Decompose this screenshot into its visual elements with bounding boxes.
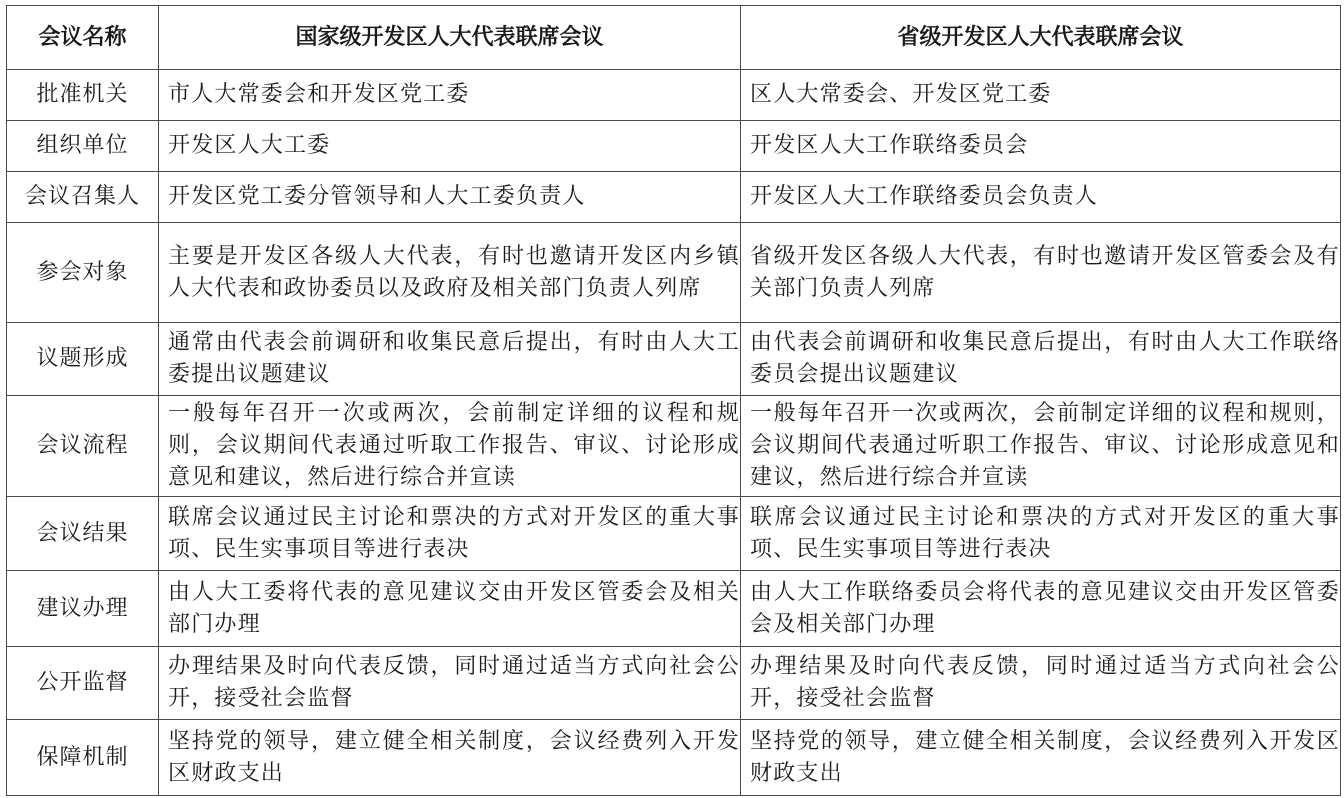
row-label: 建议办理 (7, 571, 159, 647)
header-provincial-meeting: 省级开发区人大代表联席会议 (741, 6, 1341, 70)
row-label: 组织单位 (7, 121, 159, 172)
table-row (7, 571, 1341, 647)
row-label: 议题形成 (7, 323, 159, 396)
provincial-cell: 省级开发区各级人大代表，有时也邀请开发区管委会及有关部门负责人列席 (741, 223, 1341, 323)
header-meeting-name: 会议名称 (7, 6, 159, 70)
provincial-cell: 一般每年召开一次或两次，会前制定详细的议程和规则，会议期间代表通过听职工作报告、审议、讨论形成意见和建议，然后进行综合并宣读 (741, 396, 1341, 497)
row-label: 公开监督 (7, 647, 159, 720)
national-cell: 坚持党的领导，建立健全相关制度，会议经费列入开发区财政支出 (159, 720, 741, 796)
provincial-cell: 由人大工作联络委员会将代表的意见建议交由开发区管委会及相关部门办理 (741, 571, 1341, 647)
table-row (7, 223, 1341, 323)
table-row (7, 121, 1341, 172)
provincial-cell: 区人大常委会、开发区党工委 (741, 70, 1341, 121)
row-label: 参会对象 (7, 223, 159, 323)
national-cell: 开发区人大工委 (159, 121, 741, 172)
row-label: 会议召集人 (7, 172, 159, 223)
provincial-cell: 开发区人大工作联络委员会 (741, 121, 1341, 172)
provincial-cell: 办理结果及时向代表反馈，同时通过适当方式向社会公开，接受社会监督 (741, 647, 1341, 720)
table-row (7, 497, 1341, 571)
table-row (7, 647, 1341, 720)
national-cell: 主要是开发区各级人大代表，有时也邀请开发区内乡镇人大代表和政协委员以及政府及相关部门负责人列席 (159, 223, 741, 323)
table-row (7, 720, 1341, 796)
provincial-cell: 由代表会前调研和收集民意后提出，有时由人大工作联络委员会提出议题建议 (741, 323, 1341, 396)
national-cell: 由人大工委将代表的意见建议交由开发区管委会及相关部门办理 (159, 571, 741, 647)
table-row (7, 396, 1341, 497)
national-cell: 一般每年召开一次或两次，会前制定详细的议程和规则，会议期间代表通过听取工作报告、审议、讨论形成意见和建议，然后进行综合并宣读 (159, 396, 741, 497)
national-cell: 联席会议通过民主讨论和票决的方式对开发区的重大事项、民生实事项目等进行表决 (159, 497, 741, 571)
row-label: 批准机关 (7, 70, 159, 121)
provincial-cell: 联席会议通过民主讨论和票决的方式对开发区的重大事项、民生实事项目等进行表决 (741, 497, 1341, 571)
national-cell: 通常由代表会前调研和收集民意后提出，有时由人大工委提出议题建议 (159, 323, 741, 396)
table-row (7, 323, 1341, 396)
table-row (7, 70, 1341, 121)
provincial-cell: 坚持党的领导，建立健全相关制度，会议经费列入开发区财政支出 (741, 720, 1341, 796)
header-national-meeting: 国家级开发区人大代表联席会议 (159, 6, 741, 70)
header-row (7, 6, 1341, 70)
table-row (7, 172, 1341, 223)
row-label: 会议流程 (7, 396, 159, 497)
national-cell: 市人大常委会和开发区党工委 (159, 70, 741, 121)
comparison-table (6, 5, 1341, 796)
provincial-cell: 开发区人大工作联络委员会负责人 (741, 172, 1341, 223)
national-cell: 开发区党工委分管领导和人大工委负责人 (159, 172, 741, 223)
row-label: 保障机制 (7, 720, 159, 796)
row-label: 会议结果 (7, 497, 159, 571)
national-cell: 办理结果及时向代表反馈，同时通过适当方式向社会公开，接受社会监督 (159, 647, 741, 720)
